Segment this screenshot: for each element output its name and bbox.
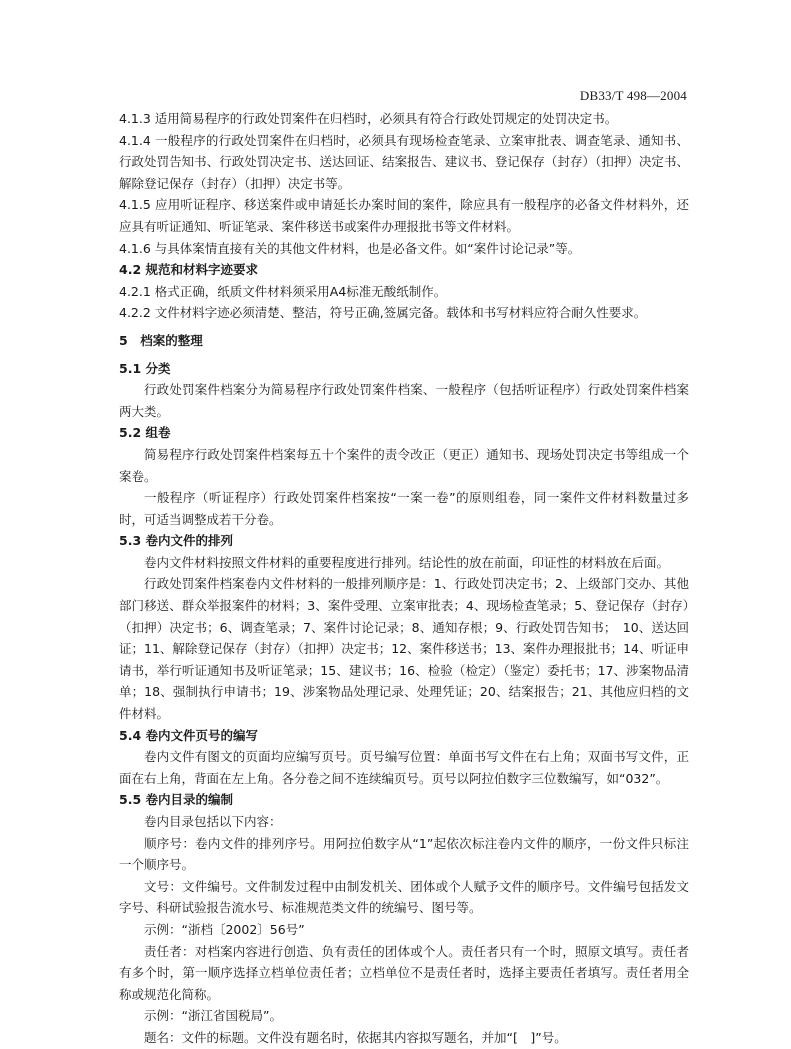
document-body — [119, 108, 689, 1049]
section-heading-5-1: 5.1 分类 — [119, 360, 171, 376]
paragraph: 卷内文件材料按照文件材料的重要程度进行排列。结论性的放在前面，印证性的材料放在后面。 — [144, 554, 670, 570]
clause-4-1-5: 4.1.5 应用听证程序、移送案件或申请延长办案时间的案件，除应具有一般程序的必备文件材料外，还应具有听证通知、听证笔录、案件移送书或案件办理报批书等文件材料。 — [119, 197, 689, 234]
paragraph: 文号：文件编号。文件制发过程中由制发机关、团体或个人赋予文件的顺序号。文件编号包括发文字号、科研试验报告流水号、标准规范类文件的统编号、图号等。 — [119, 878, 689, 916]
standard-code: DB33/T 498—2004 — [579, 88, 687, 103]
paragraph: 顺序号：卷内文件的排列序号。用阿拉伯数字从“1”起依次标注卷内文件的顺序，一份文件只标注一个顺序号。 — [119, 835, 689, 873]
section-heading-5-4: 5.4 卷内文件页号的编写 — [119, 727, 258, 743]
paragraph: 责任者：对档案内容进行创造、负有责任的团体或个人。责任者只有一个时，照原文填写。责任者有多个时，第一顺序选择立档单位责任者；立档单位不是责任者时，选择主要责任者填写。责任者用全称或规范化简称。 — [119, 943, 689, 1002]
paragraph: 行政处罚案件档案卷内文件材料的一般排列顺序是：1、行政处罚决定书；2、上级部门交办、其他部门移送、群众举报案件的材料；3、案件受理、立案审批表；4、现场检查笔录；5、登记保存（封存）（扣押）决定书；6、调查笔录；7、案件讨论记录；8、通知存根；9、行政处罚告知书； 10、送达回证；11、解除登记保存（封存）（扣押）决定书；12、案件移送书；13、案件办理报批书；14、听证申请书，举行听证通知书及听证笔录；15、建议书；16、检验（检定）（鉴定）委托书；17、涉案物品清单；18、强制执行申请书；19、涉案物品处理记录、处理凭证；20、结案报告；21、其他应归档的文件材料。 — [119, 576, 689, 722]
paragraph: 卷内目录包括以下内容： — [144, 814, 282, 829]
paragraph: 行政处罚案件档案分为简易程序行政处罚案件档案、一般程序（包括听证程序）行政处罚案件档案两大类。 — [119, 382, 689, 419]
section-heading-4-2: 4.2 规范和材料字迹要求 — [119, 262, 258, 278]
clause-4-2-2: 4.2.2 文件材料字迹必须清楚、整洁，符号正确,签属完备。载体和书写材料应符合耐久性要求。 — [119, 305, 647, 321]
example-line: 示例：“浙江省国税局”。 — [144, 1008, 282, 1024]
paragraph: 一般程序（听证程序）行政处罚案件档案按“一案一卷”的原则组卷，同一案件文件材料数量过多时，可适当调整成若干分卷。 — [119, 490, 689, 527]
paragraph: 简易程序行政处罚案件档案每五十个案件的责令改正（更正）通知书、现场处罚决定书等组成一个案卷。 — [119, 446, 689, 484]
clause-4-1-3: 4.1.3 适用简易程序的行政处罚案件在归档时，必须具有符合行政处罚规定的处罚决定书。 — [119, 111, 618, 126]
example-line: 示例：“浙档〔2002〕56号” — [144, 921, 305, 937]
paragraph: 题名：文件的标题。文件没有题名时，依据其内容拟写题名，并加“[ ]”号。 — [144, 1029, 567, 1045]
section-heading-5-2: 5.2 组卷 — [119, 425, 171, 441]
clause-4-1-4: 4.1.4 一般程序的行政处罚案件在归档时，必须具有现场检查笔录、立案审批表、调查笔录、通知书、行政处罚告知书、行政处罚决定书、送达回证、结案报告、建议书、登记保存（封存）（扣押）决定书、解除登记保存（封存）（扣押）决定书等。 — [119, 132, 689, 191]
section-heading-5-5: 5.5 卷内目录的编制 — [119, 792, 233, 808]
section-heading-5-3: 5.3 卷内文件的排列 — [119, 533, 233, 549]
clause-4-2-1: 4.2.1 格式正确，纸质文件材料须采用A4标准无酸纸制作。 — [119, 283, 447, 299]
paragraph: 卷内文件有图文的页面均应编写页号。页号编写位置：单面书写文件在右上角；双面书写文件，正面在右上角，背面在左上角。各分卷之间不连续编页号。页号以阿拉伯数字三位数编写，如“032”。 — [119, 749, 689, 786]
chapter-heading-5: 5 档案的整理 — [119, 332, 203, 348]
clause-4-1-6: 4.1.6 与具体案情直接有关的其他文件材料，也是必备文件。如“案件讨论记录”等。 — [119, 240, 581, 256]
